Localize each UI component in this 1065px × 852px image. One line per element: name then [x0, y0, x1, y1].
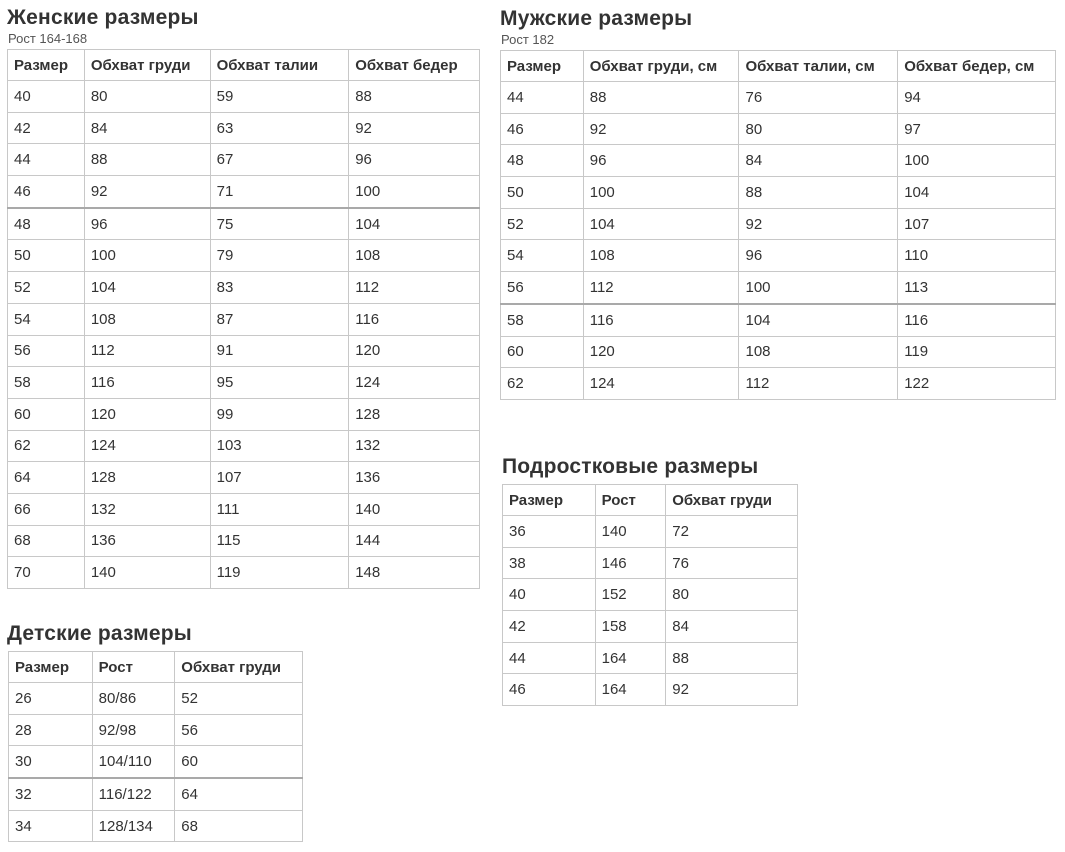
column-header: Обхват бедер, см — [898, 51, 1056, 82]
table-cell: 112 — [84, 335, 210, 367]
table-row — [8, 272, 480, 304]
table-row — [8, 430, 480, 462]
table-cell: 132 — [349, 430, 480, 462]
table-cell: 100 — [739, 272, 898, 304]
column-header: Обхват груди — [84, 50, 210, 81]
teen-size-section — [502, 454, 798, 706]
table-cell: 146 — [595, 547, 666, 579]
table-cell: 136 — [349, 462, 480, 494]
table-row — [503, 547, 798, 579]
table-cell: 158 — [595, 611, 666, 643]
table-cell: 32 — [9, 778, 93, 810]
table-cell: 52 — [8, 272, 85, 304]
table-cell: 30 — [9, 746, 93, 778]
table-cell: 38 — [503, 547, 596, 579]
table-cell: 80 — [739, 113, 898, 145]
table-cell: 79 — [210, 240, 349, 272]
table-cell: 56 — [501, 272, 584, 304]
column-header: Обхват груди — [666, 485, 798, 516]
table-cell: 132 — [84, 493, 210, 525]
table-cell: 48 — [501, 145, 584, 177]
men-size-section — [500, 6, 1056, 400]
table-header-row — [501, 51, 1056, 82]
table-cell: 68 — [175, 810, 303, 842]
table-cell: 50 — [8, 240, 85, 272]
table-row — [8, 367, 480, 399]
table-cell: 128/134 — [92, 810, 175, 842]
table-cell: 116 — [898, 304, 1056, 336]
women-size-section — [7, 5, 480, 589]
table-row — [9, 778, 303, 810]
table-cell: 136 — [84, 525, 210, 557]
table-row — [8, 208, 480, 240]
table-cell: 144 — [349, 525, 480, 557]
column-header: Обхват груди — [175, 652, 303, 683]
table-cell: 40 — [8, 81, 85, 113]
kids-size-title: Детские размеры — [7, 622, 192, 645]
table-cell: 60 — [175, 746, 303, 778]
table-row — [8, 335, 480, 367]
table-row — [501, 208, 1056, 240]
table-cell: 148 — [349, 557, 480, 589]
table-cell: 84 — [739, 145, 898, 177]
table-cell: 108 — [84, 303, 210, 335]
table-cell: 111 — [210, 493, 349, 525]
table-header-row — [8, 50, 480, 81]
table-cell: 104 — [739, 304, 898, 336]
table-row — [9, 746, 303, 778]
table-row — [503, 579, 798, 611]
table-cell: 140 — [349, 493, 480, 525]
table-cell: 70 — [8, 557, 85, 589]
table-cell: 124 — [349, 367, 480, 399]
teen-size-table — [502, 484, 798, 706]
table-cell: 44 — [8, 144, 85, 176]
table-cell: 60 — [501, 336, 584, 368]
column-header: Размер — [8, 50, 85, 81]
table-cell: 62 — [8, 430, 85, 462]
table-cell: 95 — [210, 367, 349, 399]
column-header: Рост — [92, 652, 175, 683]
men-size-table — [500, 50, 1056, 400]
table-cell: 42 — [503, 611, 596, 643]
table-cell: 92 — [666, 674, 798, 706]
table-cell: 84 — [666, 611, 798, 643]
table-cell: 110 — [898, 240, 1056, 272]
table-cell: 80/86 — [92, 683, 175, 715]
table-cell: 67 — [210, 144, 349, 176]
table-row — [8, 81, 480, 113]
table-cell: 96 — [739, 240, 898, 272]
women-size-title: Женские размеры — [7, 6, 199, 29]
table-cell: 92 — [739, 208, 898, 240]
table-cell: 164 — [595, 642, 666, 674]
table-cell: 42 — [8, 112, 85, 144]
table-cell: 76 — [739, 82, 898, 114]
table-cell: 104 — [898, 177, 1056, 209]
table-cell: 115 — [210, 525, 349, 557]
table-cell: 71 — [210, 176, 349, 208]
table-cell: 92/98 — [92, 714, 175, 746]
kids-size-table — [8, 651, 303, 842]
table-cell: 40 — [503, 579, 596, 611]
table-cell: 100 — [84, 240, 210, 272]
table-cell: 92 — [583, 113, 739, 145]
women-height-note: Рост 164-168 — [8, 31, 88, 46]
table-cell: 50 — [501, 177, 584, 209]
table-cell: 58 — [501, 304, 584, 336]
column-header: Обхват бедер — [349, 50, 480, 81]
table-cell: 140 — [84, 557, 210, 589]
table-cell: 88 — [739, 177, 898, 209]
table-cell: 97 — [898, 113, 1056, 145]
table-cell: 92 — [349, 112, 480, 144]
men-height-note: Рост 182 — [501, 32, 555, 47]
table-cell: 88 — [84, 144, 210, 176]
table-cell: 107 — [898, 208, 1056, 240]
table-cell: 60 — [8, 398, 85, 430]
table-row — [503, 674, 798, 706]
table-cell: 28 — [9, 714, 93, 746]
table-cell: 128 — [84, 462, 210, 494]
table-cell: 120 — [84, 398, 210, 430]
table-row — [9, 810, 303, 842]
table-cell: 116 — [349, 303, 480, 335]
table-row — [501, 304, 1056, 336]
column-header: Размер — [9, 652, 93, 683]
table-cell: 68 — [8, 525, 85, 557]
table-cell: 56 — [8, 335, 85, 367]
table-cell: 62 — [501, 368, 584, 400]
table-cell: 122 — [898, 368, 1056, 400]
table-cell: 96 — [583, 145, 739, 177]
table-cell: 44 — [501, 82, 584, 114]
table-row — [503, 642, 798, 674]
table-cell: 99 — [210, 398, 349, 430]
table-cell: 66 — [8, 493, 85, 525]
table-row — [501, 368, 1056, 400]
table-row — [8, 462, 480, 494]
table-cell: 96 — [84, 208, 210, 240]
table-cell: 44 — [503, 642, 596, 674]
table-cell: 58 — [8, 367, 85, 399]
table-cell: 87 — [210, 303, 349, 335]
table-row — [8, 525, 480, 557]
table-cell: 100 — [583, 177, 739, 209]
column-header: Обхват талии, см — [739, 51, 898, 82]
table-cell: 75 — [210, 208, 349, 240]
table-cell: 54 — [501, 240, 584, 272]
table-cell: 103 — [210, 430, 349, 462]
women-size-table — [7, 49, 480, 589]
table-cell: 94 — [898, 82, 1056, 114]
table-cell: 112 — [349, 272, 480, 304]
table-cell: 92 — [84, 176, 210, 208]
table-row — [501, 336, 1056, 368]
table-cell: 112 — [739, 368, 898, 400]
table-row — [8, 557, 480, 589]
table-cell: 46 — [501, 113, 584, 145]
table-cell: 108 — [349, 240, 480, 272]
table-cell: 108 — [739, 336, 898, 368]
table-cell: 54 — [8, 303, 85, 335]
table-header-row — [503, 485, 798, 516]
table-cell: 119 — [898, 336, 1056, 368]
table-cell: 152 — [595, 579, 666, 611]
table-cell: 83 — [210, 272, 349, 304]
table-cell: 104 — [84, 272, 210, 304]
table-row — [8, 240, 480, 272]
table-cell: 56 — [175, 714, 303, 746]
table-cell: 124 — [583, 368, 739, 400]
table-row — [8, 112, 480, 144]
table-cell: 119 — [210, 557, 349, 589]
column-header: Обхват талии — [210, 50, 349, 81]
table-cell: 52 — [175, 683, 303, 715]
table-cell: 76 — [666, 547, 798, 579]
teen-size-title: Подростковые размеры — [502, 455, 759, 478]
table-cell: 164 — [595, 674, 666, 706]
table-cell: 116 — [84, 367, 210, 399]
table-cell: 104 — [349, 208, 480, 240]
table-header-row — [9, 652, 303, 683]
table-row — [8, 303, 480, 335]
table-cell: 104/110 — [92, 746, 175, 778]
table-cell: 113 — [898, 272, 1056, 304]
table-cell: 88 — [583, 82, 739, 114]
table-cell: 124 — [84, 430, 210, 462]
table-cell: 84 — [84, 112, 210, 144]
table-row — [503, 611, 798, 643]
table-cell: 100 — [349, 176, 480, 208]
table-cell: 59 — [210, 81, 349, 113]
table-cell: 104 — [583, 208, 739, 240]
table-cell: 63 — [210, 112, 349, 144]
table-row — [501, 272, 1056, 304]
column-header: Обхват груди, см — [583, 51, 739, 82]
column-header: Размер — [503, 485, 596, 516]
men-size-title: Мужские размеры — [500, 7, 693, 30]
table-row — [8, 176, 480, 208]
table-cell: 91 — [210, 335, 349, 367]
table-cell: 46 — [503, 674, 596, 706]
table-cell: 80 — [84, 81, 210, 113]
table-row — [501, 145, 1056, 177]
table-cell: 34 — [9, 810, 93, 842]
table-cell: 140 — [595, 516, 666, 548]
table-cell: 116 — [583, 304, 739, 336]
kids-size-section — [7, 621, 303, 842]
table-row — [8, 398, 480, 430]
table-cell: 100 — [898, 145, 1056, 177]
table-row — [8, 493, 480, 525]
table-cell: 52 — [501, 208, 584, 240]
table-row — [503, 516, 798, 548]
table-cell: 64 — [8, 462, 85, 494]
table-cell: 128 — [349, 398, 480, 430]
table-row — [9, 683, 303, 715]
table-cell: 120 — [349, 335, 480, 367]
table-cell: 107 — [210, 462, 349, 494]
column-header: Размер — [501, 51, 584, 82]
table-cell: 26 — [9, 683, 93, 715]
table-cell: 88 — [666, 642, 798, 674]
table-row — [501, 82, 1056, 114]
table-cell: 112 — [583, 272, 739, 304]
table-cell: 88 — [349, 81, 480, 113]
table-cell: 108 — [583, 240, 739, 272]
table-cell: 46 — [8, 176, 85, 208]
table-row — [501, 113, 1056, 145]
table-cell: 64 — [175, 778, 303, 810]
table-row — [501, 177, 1056, 209]
table-cell: 48 — [8, 208, 85, 240]
table-cell: 96 — [349, 144, 480, 176]
table-cell: 116/122 — [92, 778, 175, 810]
column-header: Рост — [595, 485, 666, 516]
table-cell: 80 — [666, 579, 798, 611]
table-row — [9, 714, 303, 746]
table-cell: 72 — [666, 516, 798, 548]
table-cell: 120 — [583, 336, 739, 368]
table-row — [501, 240, 1056, 272]
table-cell: 36 — [503, 516, 596, 548]
table-row — [8, 144, 480, 176]
